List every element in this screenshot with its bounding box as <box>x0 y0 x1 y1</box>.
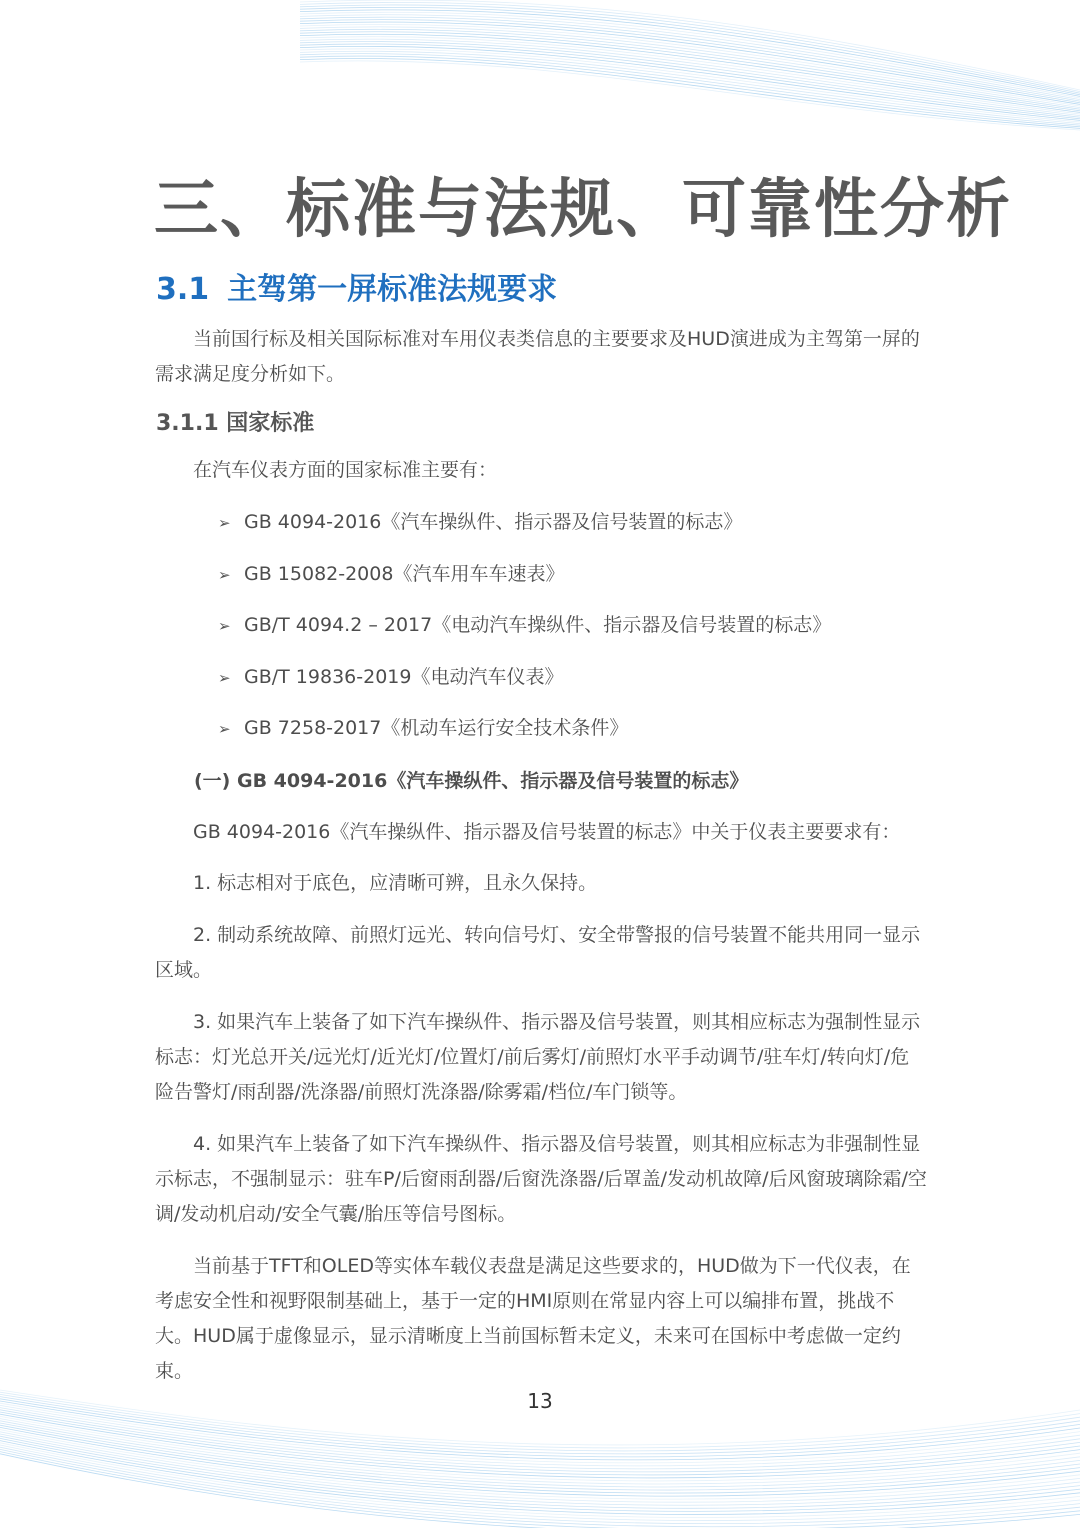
wave-line <box>0 1432 1080 1502</box>
wave-line <box>300 56 1080 127</box>
wave-line <box>300 46 1080 120</box>
wave-line <box>300 7 1080 94</box>
wave-line <box>300 54 1080 126</box>
wave-line <box>300 5 1080 93</box>
wave-line <box>300 29 1080 109</box>
wave-line <box>0 1441 1080 1515</box>
wave-line <box>300 58 1080 128</box>
wave-line <box>300 61 1080 130</box>
wave-line <box>0 1438 1080 1511</box>
wave-line <box>0 1410 1080 1472</box>
wave-line <box>300 37 1080 114</box>
wave-line <box>300 27 1080 108</box>
wave-line <box>0 1419 1080 1484</box>
wave-line <box>300 20 1080 103</box>
wave-line <box>300 49 1080 122</box>
wave-line <box>0 1425 1080 1493</box>
decorative-wave-top <box>0 0 1080 150</box>
standards-list <box>218 505 918 763</box>
standard-name: GB/T 4094.2 – 2017《电动汽车操纵件、指示器及信号装置的标志》 <box>244 614 832 636</box>
wave-line <box>300 10 1080 97</box>
requirement-item: 4. 如果汽车上装备了如下汽车操纵件、指示器及信号装置，则其相应标志为非强制性显示标志，不强制显示：驻车P/后窗雨刮器/后窗洗涤器/后罩盖/发动机故障/后风窗玻璃除霜/空调/发动机启动/安全气囊/胎压等信号图标。 <box>155 1133 927 1225</box>
arrowhead-bullet-icon: ➢ <box>218 668 231 687</box>
subsection-title: 3.1.1 国家标准 <box>156 411 315 436</box>
wave-line <box>300 44 1080 119</box>
wave-line <box>300 34 1080 112</box>
wave-line <box>300 39 1080 116</box>
arrowhead-bullet-icon: ➢ <box>218 565 231 584</box>
wave-line <box>300 22 1080 104</box>
requirement-item: 3. 如果汽车上装备了如下汽车操纵件、指示器及信号装置，则其相应标志为强制性显示标志：灯光总开关/远光灯/近光灯/位置灯/前后雾灯/前照灯水平手动调节/驻车灯/转向灯/危险告警灯/雨刮器/洗涤器/前照灯洗涤器/除雾霜/档位/车门锁等。 <box>155 1011 921 1103</box>
conclusion-paragraph: 当前基于TFT和OLED等实体车载仪表盘是满足这些要求的，HUD做为下一代仪表，在考虑安全性和视野限制基础上，基于一定的HMI原则在常显内容上可以编排布置，挑战不大。HUD属于虚像显示，显示清晰度上当前国标暂未定义，未来可在国标中考虑做一定约束。 <box>155 1255 911 1382</box>
wave-line <box>300 2 1080 91</box>
wave-line <box>0 1443 1080 1518</box>
requirement-item: 2. 制动系统故障、前照灯远光、转向信号灯、安全带警报的信号装置不能共用同一显示区域。 <box>155 924 921 981</box>
list-item <box>218 608 918 642</box>
wave-line <box>0 1430 1080 1500</box>
requirements-intro: GB 4094-2016《汽车操纵件、指示器及信号装置的标志》中关于仪表主要要求有： <box>193 821 901 843</box>
wave-line <box>0 1416 1080 1481</box>
page-number: 13 <box>527 1389 553 1413</box>
wave-line <box>300 12 1080 98</box>
wave-line <box>0 1421 1080 1487</box>
list-item <box>218 557 918 591</box>
wave-line <box>300 0 1080 90</box>
wave-line <box>300 24 1080 106</box>
wave-line <box>300 51 1080 123</box>
wave-line <box>0 1447 1080 1523</box>
wave-line <box>300 15 1080 100</box>
wave-line <box>0 1414 1080 1478</box>
wave-line <box>0 1454 1080 1528</box>
wave-line <box>300 41 1080 117</box>
wave-line <box>0 1412 1080 1475</box>
standard-name: GB 7258-2017《机动车运行安全技术条件》 <box>244 717 629 739</box>
arrowhead-bullet-icon: ➢ <box>218 720 231 738</box>
list-item <box>218 711 918 745</box>
standards-intro: 在汽车仪表方面的国家标准主要有： <box>193 459 498 481</box>
arrowhead-bullet-icon: ➢ <box>218 617 231 635</box>
wave-line <box>0 1434 1080 1505</box>
wave-line <box>0 1423 1080 1490</box>
wave-line <box>0 1452 1080 1528</box>
standard-name: GB 15082-2008《汽车用车车速表》 <box>244 562 565 585</box>
chapter-title: 三、标准与法规、可靠性分析 <box>154 173 1012 247</box>
wave-line <box>0 1445 1080 1521</box>
arrowhead-bullet-icon: ➢ <box>218 514 231 532</box>
wave-line <box>300 32 1080 111</box>
wave-line <box>0 1449 1080 1526</box>
wave-line <box>0 1408 1080 1469</box>
wave-line <box>0 1436 1080 1508</box>
section-title <box>156 270 557 310</box>
section-number: 3.1 <box>156 272 210 307</box>
requirement-item: 1. 标志相对于底色，应清晰可辨，且永久保持。 <box>193 872 598 894</box>
standard-name: GB/T 19836-2019《电动汽车仪表》 <box>244 665 564 688</box>
wave-line <box>0 1427 1080 1496</box>
item-title: (一) GB 4094-2016《汽车操纵件、指示器及信号装置的标志》 <box>194 770 749 792</box>
intro-paragraph: 当前国行标及相关国际标准对车用仪表类信息的主要要求及HUD演进成为主驾第一屏的需求满足度分析如下。 <box>155 328 920 385</box>
section-title-text: 主驾第一屏标准法规要求 <box>227 272 558 307</box>
standard-name: GB 4094-2016《汽车操纵件、指示器及信号装置的标志》 <box>244 511 743 533</box>
list-item <box>218 505 918 539</box>
wave-line <box>300 17 1080 101</box>
list-item <box>218 660 918 694</box>
